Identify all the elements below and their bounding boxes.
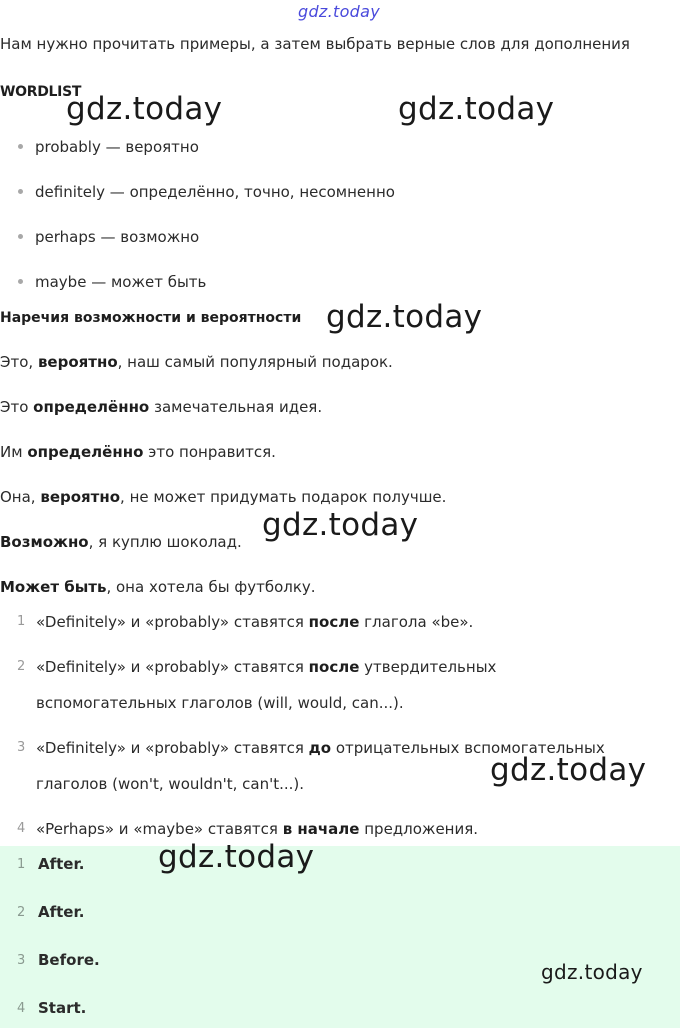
wordlist-item-text: perhaps — возможно: [35, 228, 200, 246]
bullet-icon: [18, 189, 23, 194]
rule-number: 4: [17, 821, 26, 836]
rule-number: 3: [17, 740, 26, 755]
example-sentence: Возможно, я куплю шоколад.: [0, 533, 242, 551]
example-sentence: Это определённо замечательная идея.: [0, 398, 323, 416]
wordlist-item-text: definitely — определённо, точно, несомненно: [35, 183, 395, 201]
example-sentence: Это, вероятно, наш самый популярный подарок.: [0, 353, 393, 371]
watermark: gdz.today: [66, 91, 223, 127]
rule-text: «Definitely» и «probably» ставятся после утвердительных: [36, 658, 497, 676]
wordlist-item: [18, 271, 206, 293]
watermark: gdz.today: [326, 299, 483, 335]
example-sentence: Может быть, она хотела бы футболку.: [0, 578, 316, 596]
watermark-top: gdz.today: [298, 2, 380, 21]
bullet-icon: [18, 279, 23, 284]
rule-number: 2: [17, 659, 26, 674]
bullet-icon: [18, 234, 23, 239]
answer-text: After.: [38, 855, 85, 873]
rule-text: «Definitely» и «probably» ставятся после глагола «be».: [36, 613, 474, 631]
watermark: gdz.today: [541, 960, 643, 984]
answer-number: 3: [17, 953, 26, 968]
rule-number: 1: [17, 614, 26, 629]
answer-text: After.: [38, 903, 85, 921]
example-sentence: Она, вероятно, не может придумать подарок получше.: [0, 488, 447, 506]
wordlist-item: [18, 181, 395, 203]
rule-text: «Definitely» и «probably» ставятся до отрицательных вспомогательных: [36, 739, 605, 757]
example-sentence: Им определённо это понравится.: [0, 443, 276, 461]
watermark: gdz.today: [262, 507, 419, 543]
watermark: gdz.today: [398, 91, 555, 127]
wordlist-item-text: probably — вероятно: [35, 138, 199, 156]
answer-number: 2: [17, 905, 26, 920]
answer-number: 4: [17, 1001, 26, 1016]
wordlist-title: WORDLIST: [0, 84, 82, 100]
intro-text: Нам нужно прочитать примеры, а затем выбрать верные слов для дополнения: [0, 35, 630, 53]
rule-text: «Perhaps» и «maybe» ставятся в начале предложения.: [36, 820, 479, 838]
answer-text: Before.: [38, 951, 100, 969]
rule-text-continued: вспомогательных глаголов (will, would, can...).: [36, 694, 404, 712]
wordlist-item-text: maybe — может быть: [35, 273, 207, 291]
bullet-icon: [18, 144, 23, 149]
answer-number: 1: [17, 857, 26, 872]
watermark: gdz.today: [490, 752, 647, 788]
wordlist-item: [18, 226, 199, 248]
answer-text: Start.: [38, 999, 87, 1017]
wordlist-item: [18, 136, 199, 158]
answers-panel: [0, 846, 680, 1028]
section-title: Наречия возможности и вероятности: [0, 310, 302, 326]
watermark: gdz.today: [158, 839, 315, 875]
rule-text-continued: глаголов (won't, wouldn't, can't...).: [36, 775, 305, 793]
